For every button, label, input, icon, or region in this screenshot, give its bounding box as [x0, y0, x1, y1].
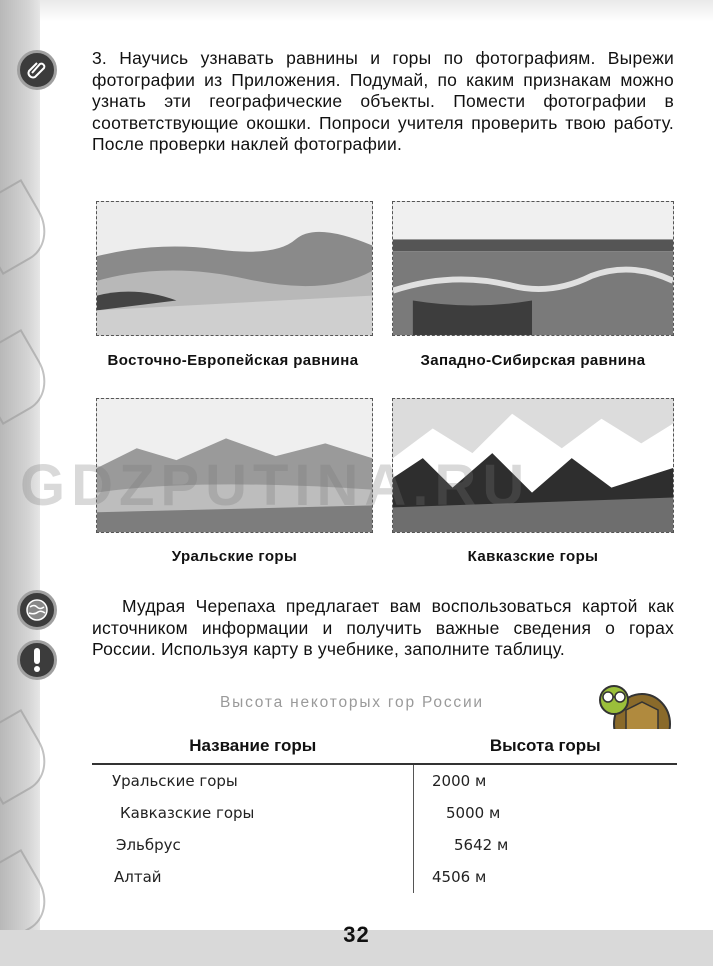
row-height: 2000 м: [432, 772, 487, 790]
caption-photo-2: Западно-Сибирская равнина: [420, 352, 646, 369]
page-margin-decoration: [0, 0, 40, 966]
row-name: Эльбрус: [92, 829, 414, 861]
caption-photo-3: Уральские горы: [171, 548, 298, 565]
exclamation-icon: [17, 640, 57, 680]
table-row: [92, 829, 677, 861]
table-title: Высота некоторых гор России: [220, 694, 484, 711]
table-header-row: [92, 729, 677, 764]
photo-west-siberian-plain: [392, 201, 674, 336]
row-height: 5642 м: [454, 836, 509, 854]
top-band: [40, 0, 713, 22]
row-name: Уральские горы: [92, 764, 414, 797]
task-3-number: 3.: [92, 48, 107, 68]
table-row: [92, 861, 677, 893]
header-mountain-name: Название горы: [92, 729, 414, 764]
paperclip-icon: [17, 50, 57, 90]
table-row: [92, 764, 677, 797]
row-name: Алтай: [92, 861, 414, 893]
task-3-text: [92, 48, 674, 156]
globe-icon: [17, 590, 57, 630]
row-height: 4506 м: [432, 868, 487, 886]
table-row: [92, 797, 677, 829]
caption-photo-1: Восточно-Европейская равнина: [107, 352, 359, 369]
task-3-body: Научись узнавать равнины и горы по фотографиям. Вырежи фотографии из Приложения. Подумай, по каким признакам можно узнать эти географические объекты. Помести фотографии в соответствующие окошки. Попроси учителя проверить твою работу. После проверки наклей фотографии.: [92, 48, 674, 154]
watermark: GDZPUTINA.RU: [20, 453, 531, 518]
caption-photo-4: Кавказские горы: [467, 548, 599, 565]
row-name: Кавказские горы: [92, 797, 414, 829]
photo-ural-mountains: [96, 398, 373, 533]
row-height: 5000 м: [446, 804, 501, 822]
header-mountain-height: Высота горы: [414, 729, 678, 764]
page-number: 32: [343, 922, 370, 947]
task-4-text: Мудрая Черепаха предлагает вам воспользоваться картой как источником информации и получить важные сведения о горах России. Используя карту в учебнике, заполните таблицу.: [92, 596, 674, 659]
photo-caucasus-mountains: [392, 398, 674, 533]
photo-east-european-plain: [96, 201, 373, 336]
mountain-heights-table: [92, 729, 677, 893]
